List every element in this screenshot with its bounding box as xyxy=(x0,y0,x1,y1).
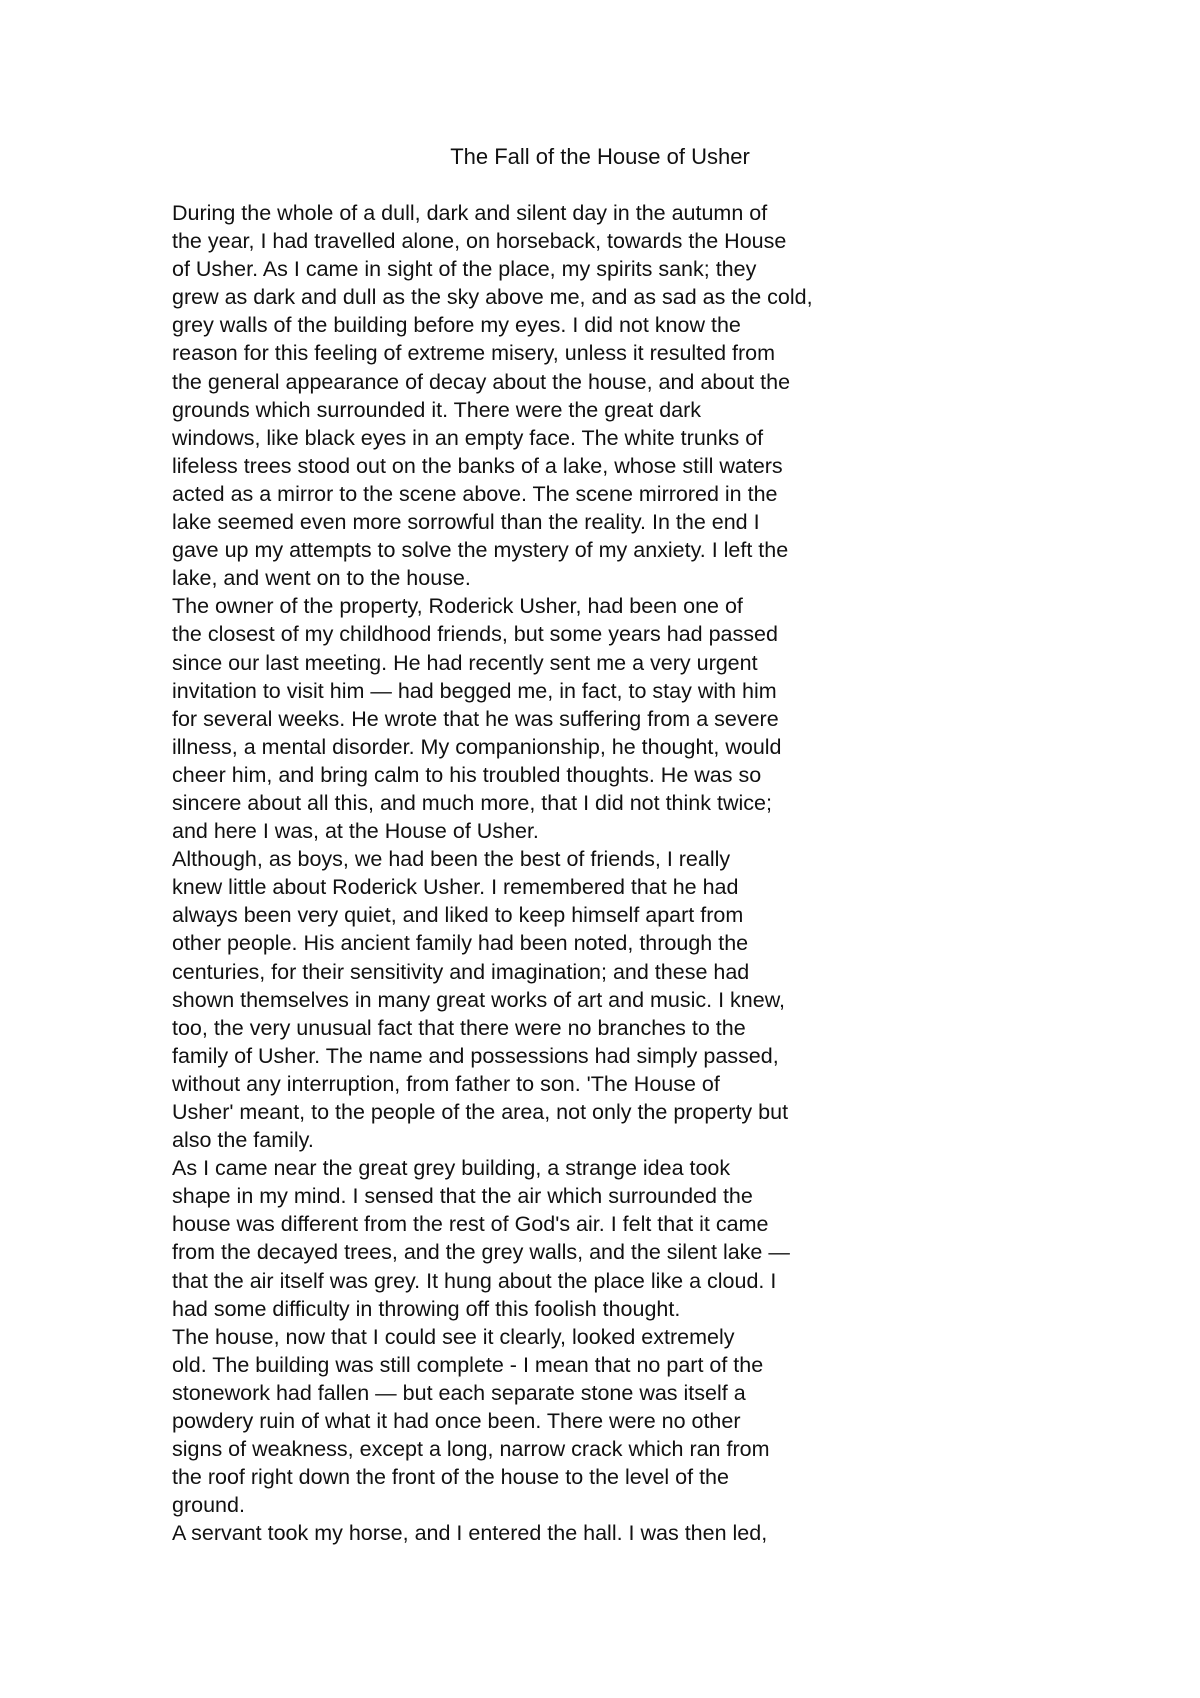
text-line: As I came near the great grey building, a strange idea took xyxy=(172,1156,731,1181)
text-line: Although, as boys, we had been the best of friends, I really xyxy=(172,847,731,872)
text-line: always been very quiet, and liked to keep himself apart from xyxy=(172,903,744,928)
text-line: Usher' meant, to the people of the area, not only the property but xyxy=(172,1100,789,1124)
text-line: cheer him, and bring calm to his troubled thoughts. He was so xyxy=(172,762,762,787)
text-line: also the family. xyxy=(172,1128,314,1153)
text-line: acted as a mirror to the scene above. The scene mirrored in the xyxy=(172,481,778,506)
text-line: that the air itself was grey. It hung about the place like a cloud. I xyxy=(172,1268,777,1293)
text-line: grey walls of the building before my eyes. I did not know the xyxy=(172,313,741,338)
text-line: knew little about Roderick Usher. I remembered that he had xyxy=(172,875,739,900)
text-line: The house, now that I could see it clearly, looked extremely xyxy=(172,1324,735,1349)
text-line: the closest of my childhood friends, but some years had passed xyxy=(172,622,778,647)
text-line: too, the very unusual fact that there were no branches to the xyxy=(172,1015,746,1040)
text-line: old. The building was still complete - I mean that no part of the xyxy=(172,1352,764,1377)
text-line: family of Usher. The name and possessions had simply passed, xyxy=(172,1043,779,1068)
text-line: lifeless trees stood out on the banks of a lake, whose still waters xyxy=(172,453,783,478)
text-line: signs of weakness, except a long, narrow crack which ran from xyxy=(172,1437,770,1462)
text-line: without any interruption, from father to son. 'The House of xyxy=(172,1071,720,1096)
text-line: and here I was, at the House of Usher. xyxy=(172,819,539,844)
text-line: the general appearance of decay about the house, and about the xyxy=(172,369,791,394)
text-line: illness, a mental disorder. My companionship, he thought, would xyxy=(172,734,782,759)
text-line: gave up my attempts to solve the mystery of my anxiety. I left the xyxy=(172,538,789,563)
text-line: centuries, for their sensitivity and imagination; and these had xyxy=(172,959,750,984)
text-line: grew as dark and dull as the sky above me, and as sad as the cold, xyxy=(172,285,813,310)
text-line: shape in my mind. I sensed that the air which surrounded the xyxy=(172,1184,753,1209)
text-line: lake seemed even more sorrowful than the reality. In the end I xyxy=(172,510,760,535)
text-line: powdery ruin of what it had once been. There were no other xyxy=(172,1409,741,1434)
text-line: from the decayed trees, and the grey walls, and the silent lake — xyxy=(172,1240,790,1265)
text-line: the year, I had travelled alone, on horseback, towards the House xyxy=(172,229,787,254)
text-line: A servant took my horse, and I entered the hall. I was then led, xyxy=(172,1521,768,1546)
text-line: The owner of the property, Roderick Usher, had been one of xyxy=(172,594,743,619)
text-line: invitation to visit him — had begged me, in fact, to stay with him xyxy=(172,678,777,703)
document-title: The Fall of the House of Usher xyxy=(450,144,750,169)
text-line: had some difficulty in throwing off this foolish thought. xyxy=(172,1296,681,1321)
text-line: the roof right down the front of the house to the level of the xyxy=(172,1465,729,1490)
text-line: since our last meeting. He had recently sent me a very urgent xyxy=(172,650,758,675)
text-line: grounds which surrounded it. There were the great dark xyxy=(172,397,702,422)
text-line: stonework had fallen — but each separate stone was itself a xyxy=(172,1380,746,1405)
text-line: reason for this feeling of extreme misery, unless it resulted from xyxy=(172,341,776,366)
text-line: of Usher. As I came in sight of the place, my spirits sank; they xyxy=(172,257,757,282)
text-line: ground. xyxy=(172,1493,245,1518)
text-line: shown themselves in many great works of art and music. I knew, xyxy=(172,987,786,1012)
text-line: for several weeks. He wrote that he was suffering from a severe xyxy=(172,706,779,731)
text-line: house was different from the rest of God's air. I felt that it came xyxy=(172,1212,769,1237)
text-line: windows, like black eyes in an empty face. The white trunks of xyxy=(172,425,764,450)
text-line: other people. His ancient family had been noted, through the xyxy=(172,931,749,956)
text-line: During the whole of a dull, dark and silent day in the autumn of xyxy=(172,201,768,225)
document-body xyxy=(172,199,932,1548)
text-line: sincere about all this, and much more, that I did not think twice; xyxy=(172,790,772,815)
text-line: lake, and went on to the house. xyxy=(172,566,471,591)
